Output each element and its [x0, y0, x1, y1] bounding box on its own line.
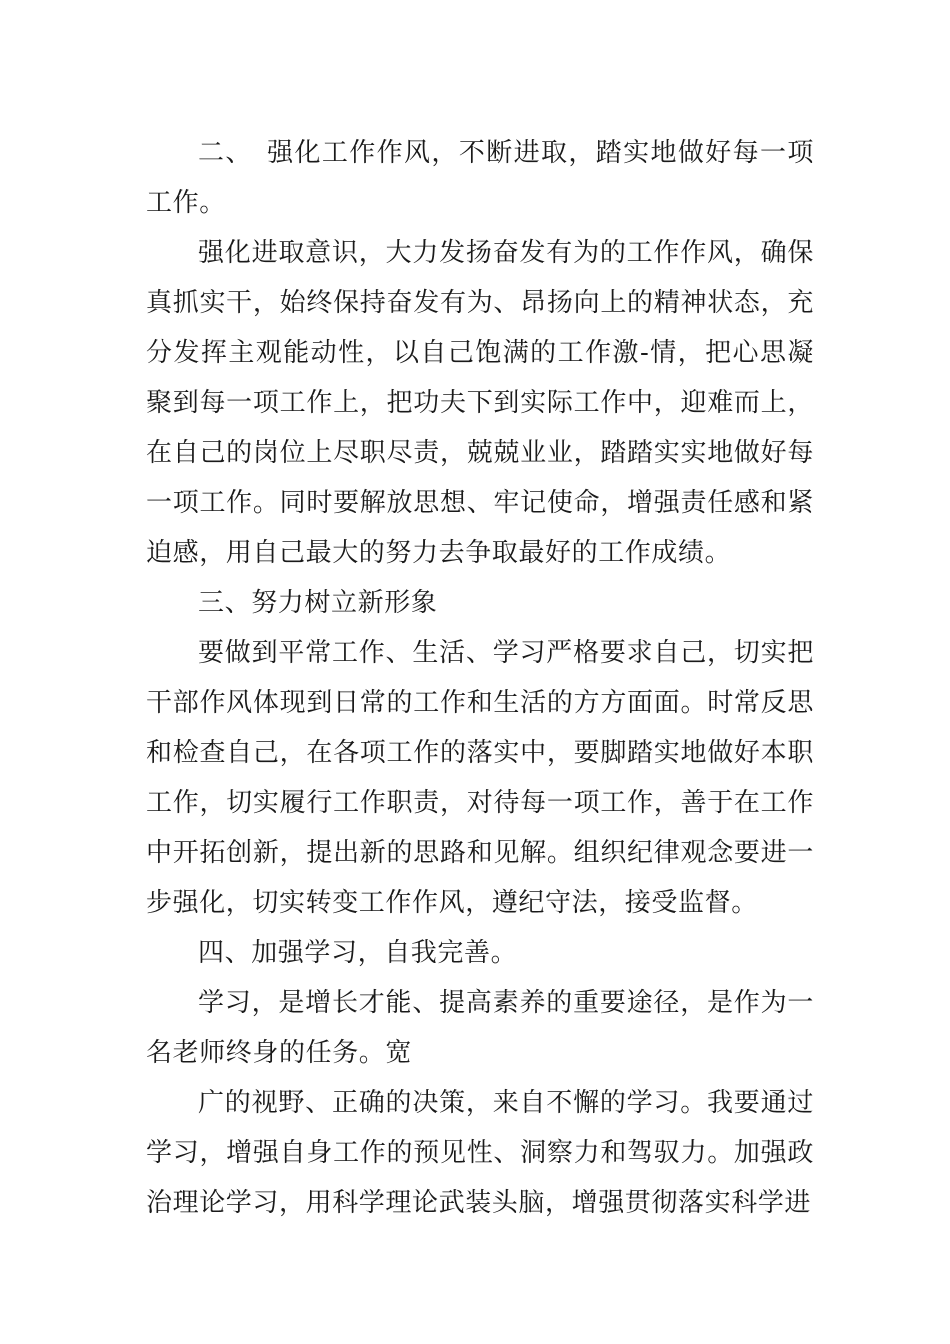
section-heading-4: 四、加强学习，自我完善。	[198, 938, 518, 968]
document-body	[146, 128, 814, 1228]
section-heading-2: 二、 强化工作作风，不断进取，踏实地做好每一项工作。	[146, 138, 814, 218]
body-paragraph: 强化进取意识，大力发扬奋发有为的工作作风，确保真抓实干，始终保持奋发有为、昂扬向上的精神状态，充分发挥主观能动性，以自己饱满的工作激-情，把心思凝聚到每一项工作上，把功夫下到实际工作中，迎难而上，在自己的岗位上尽职尽责，兢兢业业，踏踏实实地做好每一项工作。同时要解放思想、牢记使命，增强责任感和紧迫感，用自己最大的努力去争取最好的工作成绩。	[146, 238, 814, 568]
body-paragraph: 学习，是增长才能、提高素养的重要途径，是作为一名老师终身的任务。宽	[146, 988, 814, 1068]
body-paragraph: 广的视野、正确的决策，来自不懈的学习。我要通过学习，增强自身工作的预见性、洞察力和驾驭力。加强政治理论学习，用科学理论武装头脑，增强贯彻落实科学进	[146, 1088, 814, 1218]
body-paragraph: 要做到平常工作、生活、学习严格要求自己，切实把干部作风体现到日常的工作和生活的方方面面。时常反思和检查自己，在各项工作的落实中，要脚踏实地做好本职工作，切实履行工作职责，对待每一项工作，善于在工作中开拓创新，提出新的思路和见解。组织纪律观念要进一步强化，切实转变工作作风，遵纪守法，接受监督。	[146, 638, 814, 918]
section-heading-3: 三、努力树立新形象	[198, 588, 438, 618]
